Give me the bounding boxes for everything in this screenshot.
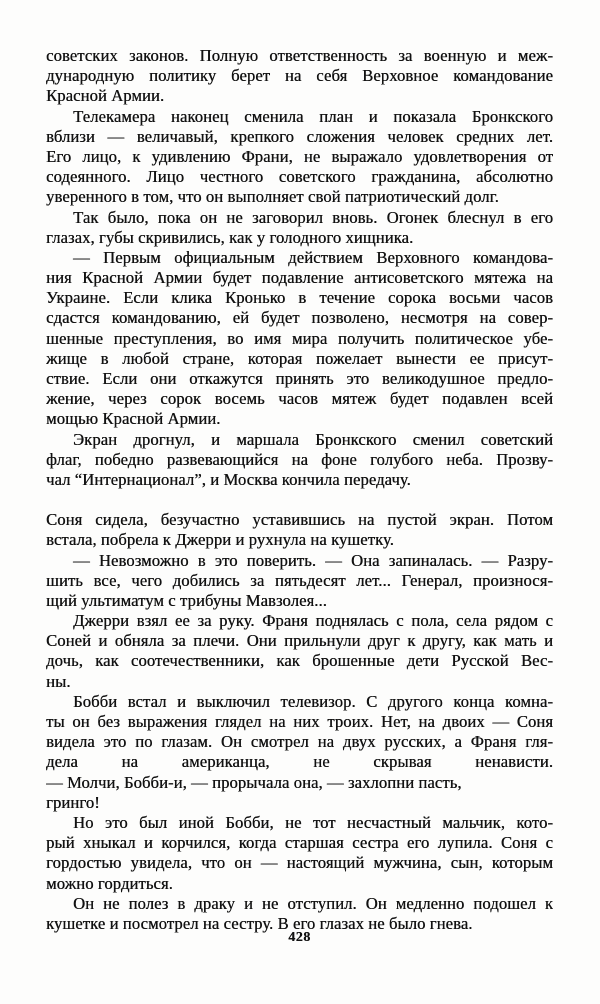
text-line: Телекамера наконец сменила план и показала Бронкского bbox=[73, 106, 553, 126]
paragraph bbox=[46, 46, 553, 107]
section-gap bbox=[46, 490, 553, 510]
text-line: чал “Интернационал”, и Москва кончила передачу. bbox=[46, 469, 411, 489]
paragraph bbox=[46, 551, 553, 612]
text-line: уверенного в том, что он выполняет свой патриотический долг. bbox=[46, 187, 499, 207]
text-line: Но это был иной Бобби, не тот несчастный мальчик, кото- bbox=[73, 812, 553, 832]
text-line: шенные преступления, во имя мира получить политическое убе- bbox=[46, 328, 553, 348]
section bbox=[46, 510, 553, 934]
paragraph bbox=[46, 813, 553, 894]
text-line: содеянного. Лицо честного советского гражданина, абсолютно bbox=[46, 167, 553, 187]
text-line: — Молчи, Бобби-и, — прорычала она, — захлопни пасть, bbox=[46, 772, 462, 792]
text-line: — Первым официальным действием Верховного командова- bbox=[73, 247, 553, 267]
text-line: жение, через сорок восемь часов мятеж будет подавлен всей bbox=[46, 389, 553, 409]
text-line: шить все, чего добились за пятьдесят лет... Генерал, произнося- bbox=[46, 570, 553, 590]
text-line: вблизи — величавый, крепкого сложения человек средних лет. bbox=[46, 126, 553, 146]
text-line: Он не полез в драку и не отступил. Он медленно подошел к bbox=[73, 893, 553, 913]
text-line: гринго! bbox=[46, 792, 100, 812]
text-line: Так было, пока он не заговорил вновь. Огонек блеснул в его bbox=[73, 207, 553, 227]
paragraph bbox=[46, 248, 553, 430]
text-line: Украине. Если клика Кронько в течение сорока восьми часов bbox=[46, 288, 553, 308]
text-line: можно гордиться. bbox=[46, 873, 173, 893]
paragraph bbox=[46, 510, 553, 550]
text-line: видела это по глазам. Он смотрел на двух русских, а Франя гля- bbox=[46, 732, 553, 752]
text-line: Джерри взял ее за руку. Франя поднялась с пола, села рядом с bbox=[73, 611, 553, 631]
text-line: жище в любой стране, которая пожелает вынести ее присут- bbox=[46, 348, 553, 368]
paragraph bbox=[46, 894, 553, 934]
text-line: встала, побрела к Джерри и рухнула на кушетку. bbox=[46, 530, 394, 550]
text-line: ствие. Если они откажутся принять это великодушное предло- bbox=[46, 369, 553, 388]
text-block bbox=[46, 46, 553, 934]
text-line: гордостью увидела, что он — настоящий мужчина, сын, которым bbox=[46, 853, 553, 873]
text-line: флаг, победно развевающийся на фоне голубого неба. Прозву- bbox=[46, 449, 553, 469]
paragraph bbox=[46, 430, 553, 491]
text-line: Соней и обняла за плечи. Они прильнули друг к другу, как мать и bbox=[46, 631, 553, 651]
paragraph bbox=[46, 107, 553, 208]
text-line: — Невозможно в это поверить. — Она запиналась. — Разру- bbox=[73, 550, 553, 570]
text-line: глазах, губы скривились, как у голодного хищника. bbox=[46, 227, 414, 247]
text-line: ны. bbox=[46, 671, 71, 691]
text-line: дела на американца, не скрывая ненависти. bbox=[46, 752, 553, 772]
text-line: дународную политику берет на себя Верховное командование bbox=[46, 66, 553, 86]
text-line: рый хныкал и корчился, когда старшая сестра его лупила. Соня с bbox=[46, 833, 553, 853]
text-line: мощью Красной Армии. bbox=[46, 409, 221, 429]
text-line: Его лицо, к удивлению Франи, не выражало удовлетворения от bbox=[46, 146, 553, 166]
text-line: Красной Армии. bbox=[46, 86, 165, 106]
text-line: Соня сидела, безучастно уставившись на пустой экран. Потом bbox=[46, 510, 553, 530]
paragraph bbox=[46, 611, 553, 692]
text-line: Экран дрогнул, и маршала Бронкского сменил советский bbox=[73, 429, 553, 449]
text-line: дочь, как соотечественники, как брошенные дети Русской Вес- bbox=[46, 651, 553, 671]
text-line: ния Красной Армии будет подавление антисоветского мятежа на bbox=[46, 268, 553, 288]
paragraph bbox=[46, 793, 553, 813]
page-number: 428 bbox=[288, 930, 311, 945]
text-line: советских законов. Полную ответственность за военную и меж- bbox=[46, 46, 553, 65]
text-line: щий ультиматум с трибуны Мавзолея... bbox=[46, 590, 327, 610]
text-line: кушетке и посмотрел на сестру. В его глазах не было гнева. bbox=[46, 913, 473, 933]
text-line: Бобби встал и выключил телевизор. С другого конца комна- bbox=[73, 691, 553, 711]
text-line: сдастся командованию, ей будет позволено, несмотря на совер- bbox=[46, 308, 553, 328]
section bbox=[46, 46, 553, 490]
paragraph bbox=[46, 208, 553, 248]
text-line: ты он без выражения глядел на них троих. Нет, на двоих — Соня bbox=[46, 712, 553, 731]
paragraph bbox=[46, 692, 553, 793]
